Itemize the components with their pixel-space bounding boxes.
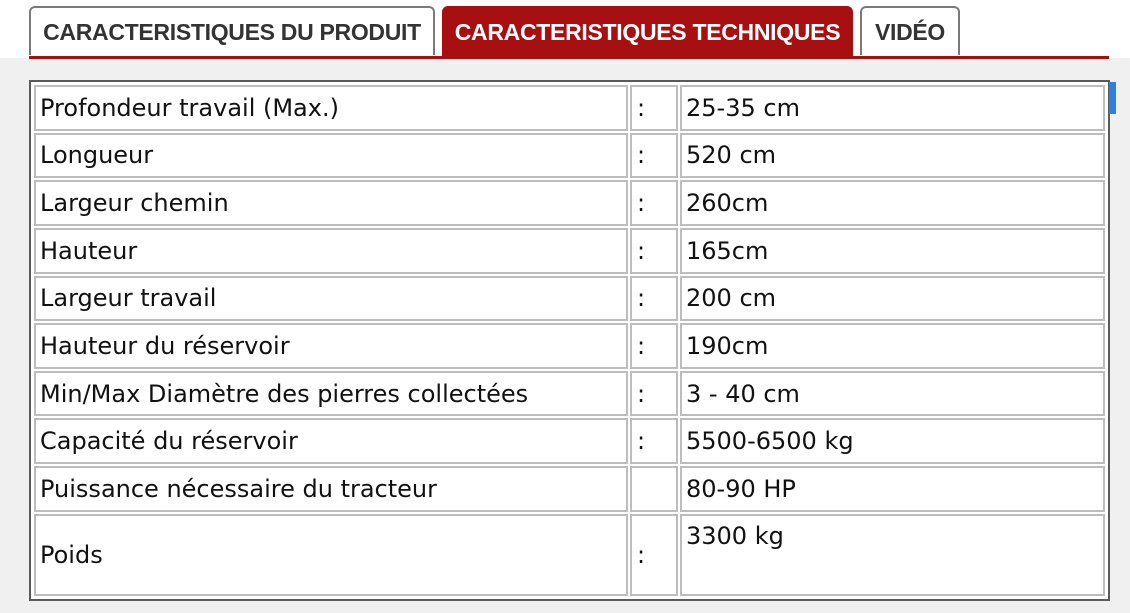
- spec-separator: :: [630, 228, 678, 274]
- specs-table: [32, 83, 1107, 598]
- table-row: [34, 276, 1105, 322]
- spec-label: Min/Max Diamètre des pierres collectées: [34, 371, 628, 417]
- spec-value: 3300 kg: [680, 514, 1105, 596]
- tab-caracteristiques-produit[interactable]: CARACTERISTIQUES DU PRODUIT: [29, 6, 435, 55]
- spec-label: Hauteur du réservoir: [34, 323, 628, 369]
- spec-value: 260cm: [680, 180, 1105, 226]
- scrollbar-thumb[interactable]: [1109, 82, 1116, 114]
- spec-value: 5500-6500 kg: [680, 418, 1105, 464]
- spec-separator: :: [630, 85, 678, 131]
- tab-underline: [29, 56, 1109, 59]
- spec-separator: :: [630, 180, 678, 226]
- table-row: [34, 228, 1105, 274]
- spec-separator: :: [630, 514, 678, 596]
- spec-separator: [630, 466, 678, 512]
- spec-label: Puissance nécessaire du tracteur: [34, 466, 628, 512]
- spec-label: Longueur: [34, 133, 628, 179]
- table-row: [34, 133, 1105, 179]
- spec-label: Capacité du réservoir: [34, 418, 628, 464]
- specs-table-container: [29, 80, 1110, 601]
- tab-video[interactable]: VIDÉO: [860, 6, 960, 55]
- spec-value: 25-35 cm: [680, 85, 1105, 131]
- spec-separator: :: [630, 418, 678, 464]
- table-row: [34, 85, 1105, 131]
- spec-value: 200 cm: [680, 276, 1105, 322]
- tab-caracteristiques-techniques[interactable]: CARACTERISTIQUES TECHNIQUES: [442, 6, 853, 56]
- table-row: [34, 514, 1105, 596]
- spec-label: Poids: [34, 514, 628, 596]
- spec-separator: :: [630, 371, 678, 417]
- spec-separator: :: [630, 276, 678, 322]
- spec-label: Hauteur: [34, 228, 628, 274]
- spec-separator: :: [630, 133, 678, 179]
- spec-label: Largeur chemin: [34, 180, 628, 226]
- spec-value: 165cm: [680, 228, 1105, 274]
- table-row: [34, 418, 1105, 464]
- table-row: [34, 466, 1105, 512]
- table-row: [34, 323, 1105, 369]
- table-row: [34, 371, 1105, 417]
- spec-label: Largeur travail: [34, 276, 628, 322]
- spec-separator: :: [630, 323, 678, 369]
- spec-value: 3 - 40 cm: [680, 371, 1105, 417]
- spec-label: Profondeur travail (Max.): [34, 85, 628, 131]
- spec-value: 520 cm: [680, 133, 1105, 179]
- table-row: [34, 180, 1105, 226]
- spec-value: 80-90 HP: [680, 466, 1105, 512]
- spec-value: 190cm: [680, 323, 1105, 369]
